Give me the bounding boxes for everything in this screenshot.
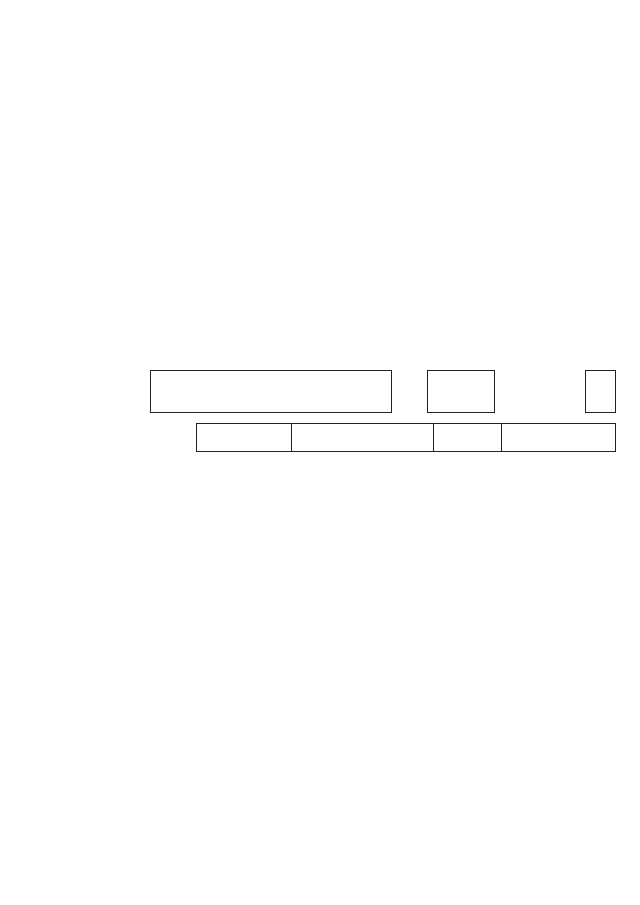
function-code-box (427, 370, 495, 413)
origin-row (196, 423, 616, 452)
function-name-box (150, 370, 392, 413)
level-box (585, 370, 616, 413)
